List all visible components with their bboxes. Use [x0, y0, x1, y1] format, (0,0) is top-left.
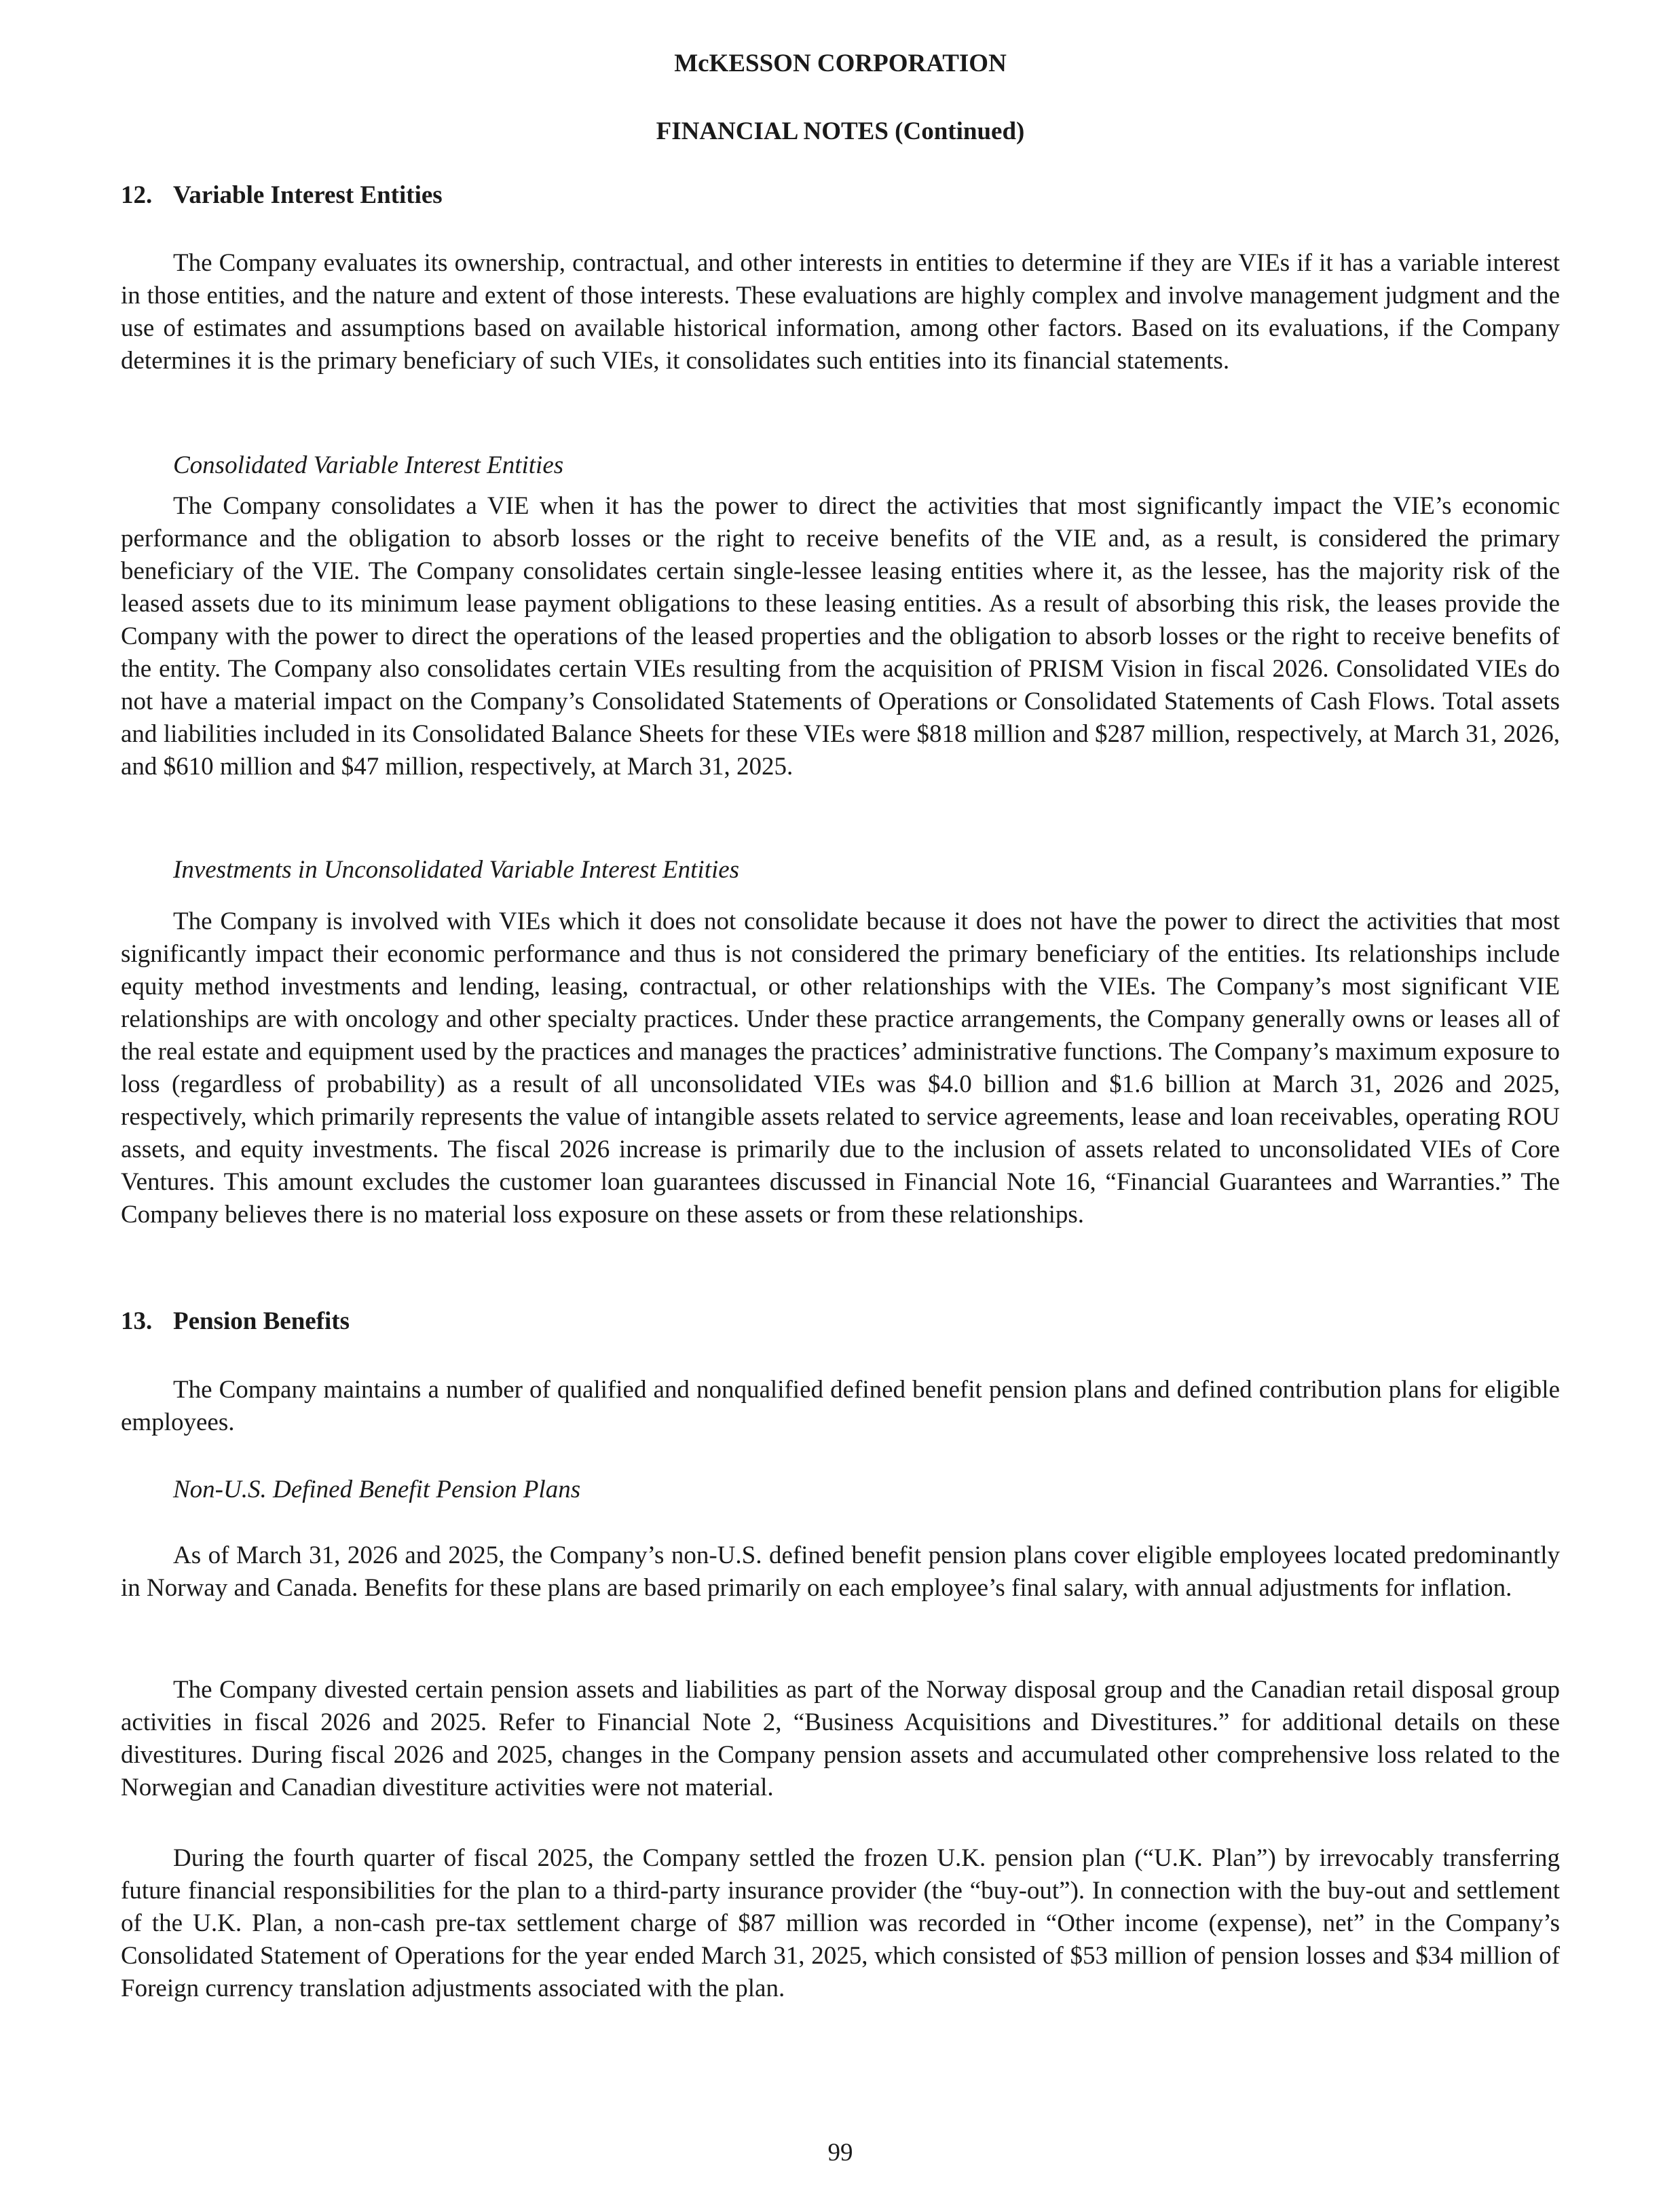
subheading-non-us-pension: Non-U.S. Defined Benefit Pension Plans — [173, 1476, 581, 1503]
section-number: 12. — [121, 181, 153, 209]
section-title-text: Variable Interest Entities — [173, 181, 443, 209]
paragraph-unconsolidated-vies: The Company is involved with VIEs which it does not consolidate because it does not have the power to direct the activities that most significantly impact their economic performance and thus is not considered the primary beneficiary of the entities. Its relationships include equity method investments and lending, leasing, contractual, or other relationships with the VIEs. The Company’s most significant VIE relationships are with oncology and other specialty practices. Under these practice arrangements, the Company generally owns or leases all of the real estate and equipment used by the practices and manages the practices’ administrative functions. The Company’s maximum exposure to loss (regardless of probability) as a result of all unconsolidated VIEs was $4.0 billion and $1.6 billion at March 31, 2026 and 2025, respectively, which primarily represents the value of intangible assets related to service agreements, lease and loan receivables, operating ROU assets, and equity investments. The fiscal 2026 increase is primarily due to the inclusion of assets related to unconsolidated VIEs of Core Ventures. This amount excludes the customer loan guarantees discussed in Financial Note 16, “Financial Guarantees and Warranties.” The Company believes there is no material loss exposure on these assets or from these relationships. — [121, 908, 1560, 1229]
document-subtitle: FINANCIAL NOTES (Continued) — [656, 117, 1025, 145]
subheading-consolidated-vies: Consolidated Variable Interest Entities — [173, 451, 564, 479]
page-number: 99 — [827, 2139, 853, 2167]
section-13-intro: The Company maintains a number of qualified and nonqualified defined benefit pension plans and defined contribution plans for eligible employees. — [121, 1376, 1560, 1436]
section-12-intro: The Company evaluates its ownership, contractual, and other interests in entities to determine if they are VIEs if it has a variable interest in those entities, and the nature and extent of those interests. These evaluations are highly complex and involve management judgment and the use of estimates and assumptions based on available historical information, among other factors. Based on its evaluations, if the Company determines it is the primary beneficiary of such VIEs, it consolidates such entities into its financial statements. — [121, 249, 1560, 375]
section-13-title — [121, 1307, 350, 1336]
section-number: 13. — [121, 1307, 153, 1335]
paragraph-consolidated-vies: The Company consolidates a VIE when it has the power to direct the activities that most significantly impact the VIE’s economic performance and the obligation to absorb losses or the right to receive benefits of the VIE and, as a result, is considered the primary beneficiary of the VIE. The Company consolidates certain single-lessee leasing entities where it, as the lessee, has the majority risk of the leased assets due to its minimum lease payment obligations to these leasing entities. As a result of absorbing this risk, the leases provide the Company with the power to direct the operations of the leased properties and the obligation to absorb losses or the right to receive benefits of the entity. The Company also consolidates certain VIEs resulting from the acquisition of PRISM Vision in fiscal 2026. Consolidated VIEs do not have a material impact on the Company’s Consolidated Statements of Operations or Consolidated Statements of Cash Flows. Total assets and liabilities included in its Consolidated Balance Sheets for these VIEs were $818 million and $287 million, respectively, at March 31, 2026, and $610 million and $47 million, respectively, at March 31, 2025. — [121, 492, 1560, 781]
section-title-text: Pension Benefits — [173, 1307, 350, 1335]
section-12-title — [121, 181, 443, 210]
subheading-unconsolidated-vies: Investments in Unconsolidated Variable Interest Entities — [173, 856, 740, 884]
paragraph-non-us-plans: As of March 31, 2026 and 2025, the Company’s non-U.S. defined benefit pension plans cover eligible employees located predominantly in Norway and Canada. Benefits for these plans are based primarily on each employee’s final salary, with annual adjustments for inflation. — [121, 1541, 1560, 1602]
paragraph-divestitures: The Company divested certain pension assets and liabilities as part of the Norway disposal group and the Canadian retail disposal group activities in fiscal 2026 and 2025. Refer to Financial Note 2, “Business Acquisitions and Divestitures.” for additional details on these divestitures. During fiscal 2026 and 2025, changes in the Company pension assets and accumulated other comprehensive loss related to the Norwegian and Canadian divestiture activities were not material. — [121, 1676, 1560, 1801]
paragraph-uk-plan-settlement: During the fourth quarter of fiscal 2025, the Company settled the frozen U.K. pension plan (“U.K. Plan”) by irrevocably transferring future financial responsibilities for the plan to a third-party insurance provider (the “buy-out”). In connection with the buy-out and settlement of the U.K. Plan, a non-cash pre-tax settlement charge of $87 million was recorded in “Other income (expense), net” in the Company’s Consolidated Statement of Operations for the year ended March 31, 2025, which consisted of $53 million of pension losses and $34 million of Foreign currency translation adjustments associated with the plan. — [121, 1844, 1560, 2002]
document-page — [121, 0, 1560, 2189]
company-header: McKESSON CORPORATION — [674, 50, 1007, 77]
